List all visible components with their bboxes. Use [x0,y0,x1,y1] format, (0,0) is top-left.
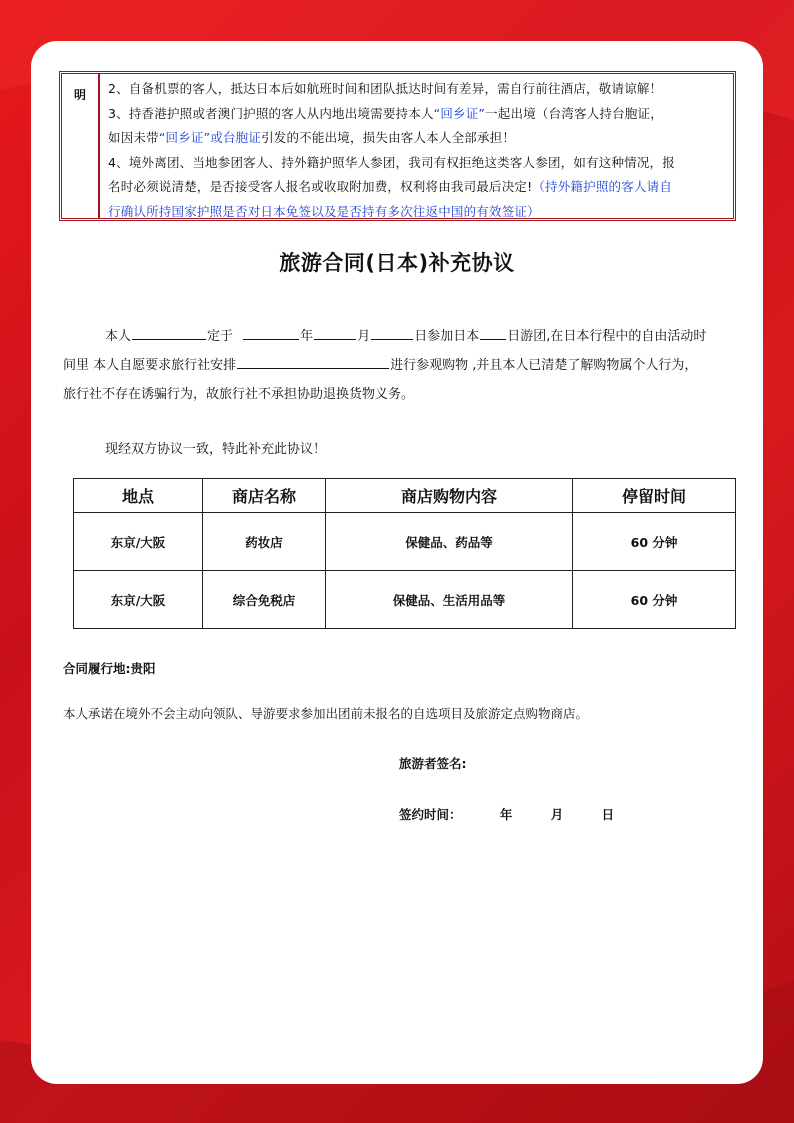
note-text: 引发的不能出境，损失由客人本人全部承担！ [261,130,516,145]
notes-box [59,71,736,221]
table-header-row [74,479,736,513]
days-blank[interactable] [480,325,506,340]
note-line [108,126,727,151]
note-text: 名时必须说清楚，是否接受客人报名或收取附加费，权利将由我司最后决定! [108,179,533,194]
agreement-line-3: 旅行社不存在诱骗行为，故旅行社不承担协助退换货物义务。 [63,387,415,402]
month-blank[interactable] [314,325,356,340]
table-cell: 60 分钟 [573,571,736,629]
sign-date-row [399,805,614,823]
year-label: 年 [499,807,513,822]
table-row [74,571,736,629]
note-highlight: “回乡证” [433,105,486,121]
document-page [31,41,763,1084]
contract-place: 合同履行地:贵阳 [63,661,156,676]
table-cell: 东京/大阪 [74,571,203,629]
table-cell: 药妆店 [203,513,326,571]
text: 日参加日本 [414,329,480,344]
year-blank[interactable] [243,325,299,340]
column-header: 地点 [74,479,203,513]
table-cell: 保健品、药品等 [326,513,573,571]
table-row [74,513,736,571]
table-cell: 保健品、生活用品等 [326,571,573,629]
shopping-table [73,478,736,629]
table-cell: 综合免税店 [203,571,326,629]
text: 月 [357,329,371,344]
day-label: 日 [601,807,615,822]
note-text: 3、持香港护照或者澳门护照的客人从内地出境需要持本人 [108,105,434,121]
column-header: 商店购物内容 [326,479,573,513]
table-cell: 60 分钟 [573,513,736,571]
note-highlight: “回乡证”或台胞证 [158,130,262,145]
month-label: 月 [550,807,564,822]
note-line: 2、自备机票的客人，抵达日本后如航班时间和团队抵达时间有差异，需自行前往酒店，敬请谅解！ [108,81,663,96]
shop-blank[interactable] [237,354,389,369]
note-highlight: （持外籍护照的客人请自 [532,179,673,194]
day-blank[interactable] [371,325,413,340]
promise-statement: 本人承诺在境外不会主动向领队、导游要求参加出团前未报名的自选项目及旅游定点购物商店。 [63,706,589,721]
notes-label: 明 [62,74,100,218]
note-line [108,175,727,200]
name-blank[interactable] [132,325,206,340]
note-line: 行确认所持国家护照是否对日本免签以及是否持有多次往返中国的有效签证） [108,203,540,219]
text: 年 [300,329,314,344]
text: 定于 [207,329,234,344]
document-title: 旅游合同(日本)补充协议 [279,251,515,275]
column-header: 商店名称 [203,479,326,513]
agreement-line-2 [63,351,743,380]
note-line: 4、境外离团、当地参团客人、持外籍护照华人参团，我司有权拒绝这类客人参团，如有这种情况，报 [108,154,675,170]
column-header: 停留时间 [573,479,736,513]
sign-date-label: 签约时间： [399,807,462,822]
notes-text [100,74,733,218]
note-text: 一起出境（台湾客人持台胞证， [485,105,663,121]
agreement-line-1 [63,322,743,351]
agreement-confirm: 现经双方协议一致，特此补充此协议！ [105,442,327,457]
text: 本人 [105,329,132,344]
note-text: 如因未带 [108,130,159,145]
text: 进行参观购物 ,并且本人已清楚了解购物属个人行为， [390,358,698,373]
signature-label: 旅游者签名: [399,756,467,771]
agreement-paragraph [63,322,743,409]
table-cell: 东京/大阪 [74,513,203,571]
text: 间里 本人自愿要求旅行社安排 [63,358,237,373]
text: 日游团,在日本行程中的自由活动时 [507,329,707,344]
note-line [108,102,727,127]
